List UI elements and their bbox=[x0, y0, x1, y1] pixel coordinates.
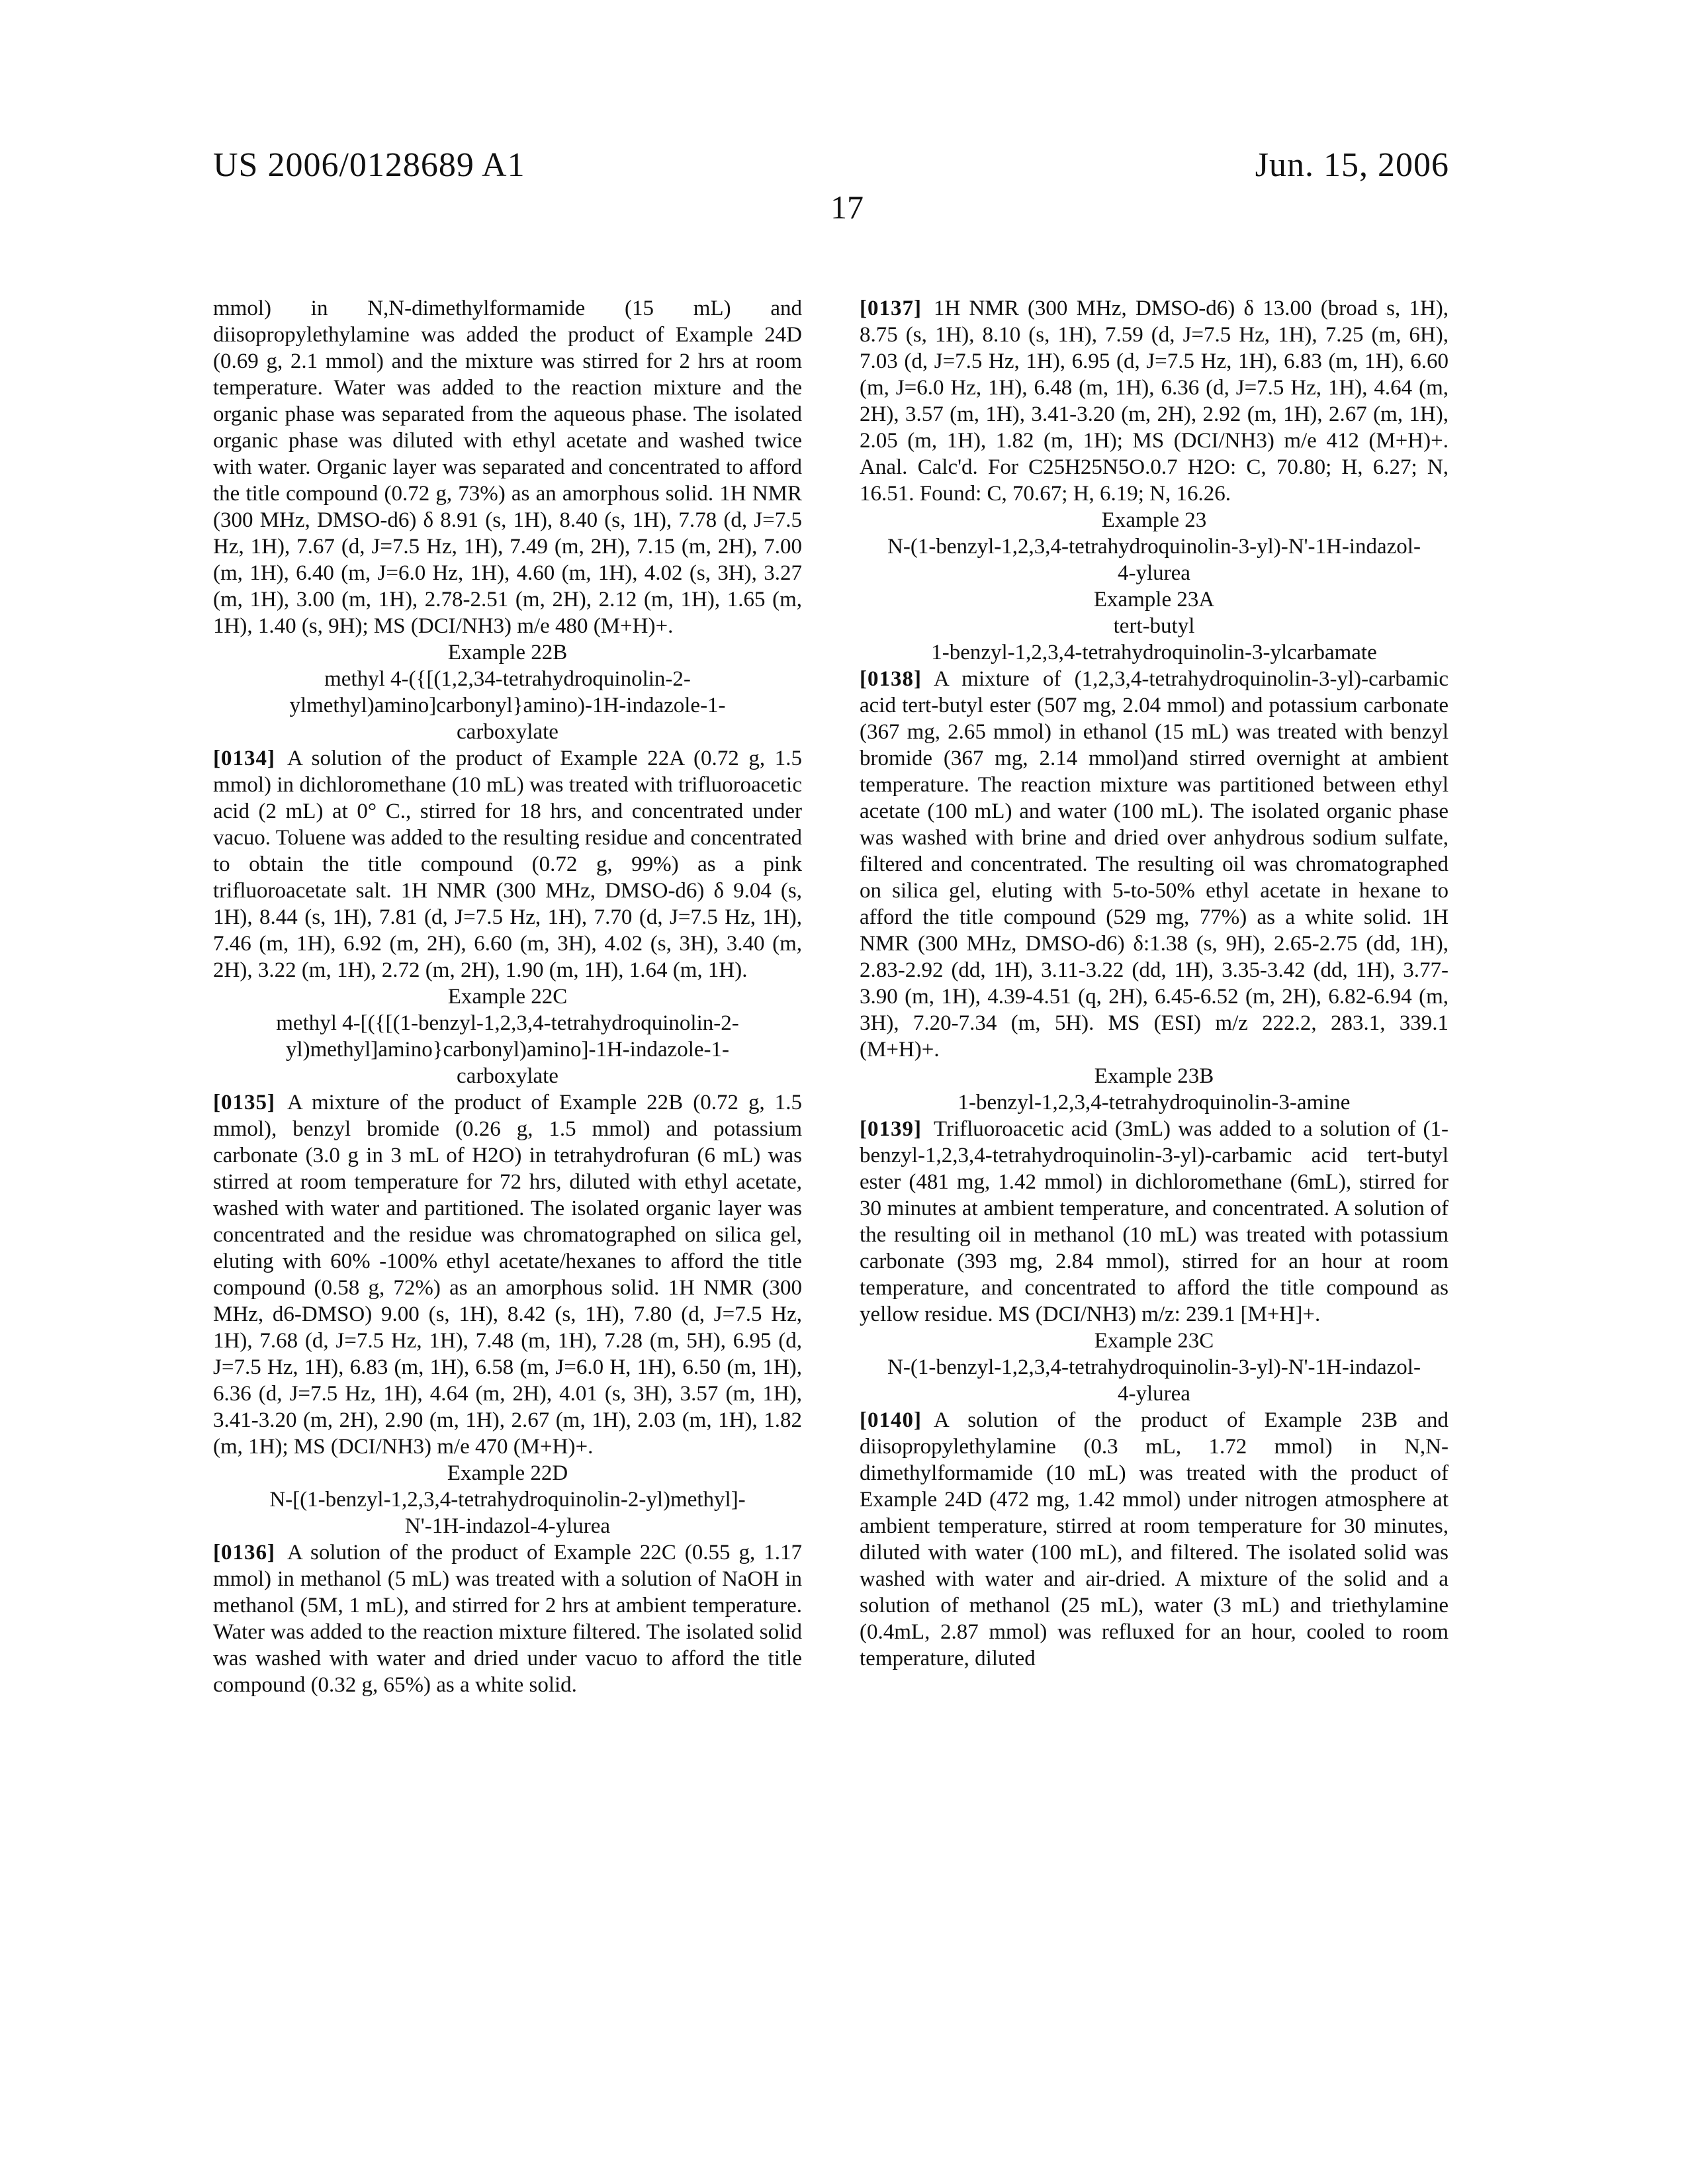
example-22b-heading: Example 22B bbox=[213, 639, 802, 666]
publication-date: Jun. 15, 2006 bbox=[1255, 146, 1449, 185]
page-number: 17 bbox=[0, 188, 1694, 226]
example-23c-title: N-(1-benzyl-1,2,3,4-tetrahydroquinolin-3-yl)-N'-1H-indazol-4-ylurea bbox=[860, 1354, 1449, 1407]
example-23a-title-line-1: tert-butyl bbox=[1114, 614, 1195, 638]
left-column bbox=[213, 295, 802, 1698]
example-23a-heading: Example 23A bbox=[860, 586, 1449, 613]
example-22b-title: methyl 4-({[(1,2,34-tetrahydroquinolin-2-ylmethyl)amino]carbonyl}amino)-1H-indazole-1-carboxylate bbox=[213, 666, 802, 745]
example-22c-heading: Example 22C bbox=[213, 983, 802, 1010]
paragraph-0138 bbox=[860, 666, 1449, 1063]
paragraph-id: [0138] bbox=[860, 667, 922, 691]
paragraph-text: A mixture of the product of Example 22B (0.72 g, 1.5 mmol), benzyl bromide (0.26 g, 1.5 mmol) and potassium carbonate (3.0 g in 3 mL of H2O) in tetrahydrofuran (6 mL) was stirred at room temperature for 72 hrs, diluted with ethyl acetate, washed with water and partitioned. The isolated organic layer was concentrated and the residue was chromatographed on silica gel, eluting with 60% -100% ethyl acetate/hexanes to afford the title compound (0.58 g, 72%) as an amorphous solid. 1H NMR (300 MHz, d6-DMSO) 9.00 (s, 1H), 8.42 (s, 1H), 7.80 (d, J=7.5 Hz, 1H), 7.68 (d, J=7.5 Hz, 1H), 7.48 (m, 1H), 7.28 (m, 5H), 6.95 (d, J=7.5 Hz, 1H), 6.83 (m, 1H), 6.58 (m, J=6.0 H, 1H), 6.50 (m, 1H), 6.36 (d, J=7.5 Hz, 1H), 4.64 (m, 2H), 4.01 (s, 3H), 3.57 (m, 1H), 3.41-3.20 (m, 2H), 2.90 (m, 1H), 2.67 (m, 1H), 2.03 (m, 1H), 1.82 (m, 1H); MS (DCI/NH3) m/e 470 (M+H)+. bbox=[213, 1091, 802, 1459]
paragraph-0140 bbox=[860, 1407, 1449, 1672]
example-23a-title bbox=[860, 613, 1449, 666]
paragraph-id: [0137] bbox=[860, 296, 922, 320]
paragraph-id: [0134] bbox=[213, 747, 275, 770]
paragraph-text: A mixture of (1,2,3,4-tetrahydroquinolin-3-yl)-carbamic acid tert-butyl ester (507 mg, 2.04 mmol) and potassium carbonate (367 mg, 2.65 mmol) in ethanol (15 mL) was treated with benzyl bromide (367 mg, 2.14 mmol)and stirred overnight at ambient temperature. The reaction mixture was partitioned between ethyl acetate (100 mL) and water (100 mL). The isolated organic phase was washed with brine and dried over anhydrous sodium sulfate, filtered and concentrated. The resulting oil was chromatographed on silica gel, eluting with 5-to-50% ethyl acetate in hexane to afford the title compound (529 mg, 77%) as a white solid. 1H NMR (300 MHz, DMSO-d6) δ:1.38 (s, 9H), 2.65-2.75 (dd, 1H), 2.83-2.92 (dd, 1H), 3.11-3.22 (dd, 1H), 3.35-3.42 (dd, 1H), 3.77-3.90 (m, 1H), 4.39-4.51 (q, 2H), 6.45-6.52 (m, 2H), 6.82-6.94 (m, 3H), 7.20-7.34 (m, 5H). MS (ESI) m/z 222.2, 283.1, 339.1 (M+H)+. bbox=[860, 667, 1449, 1062]
paragraph-text: A solution of the product of Example 23B and diisopropylethylamine (0.3 mL, 1.72 mmol) in N,N-dimethylformamide (10 mL) was treated with the product of Example 24D (472 mg, 1.42 mmol) under nitrogen atmosphere at ambient temperature, stirred at room temperature for 30 minutes, diluted with water (100 mL), and filtered. The isolated solid was washed with water and air-dried. A mixture of the solid and a solution of methanol (25 mL), water (3 mL) and triethylamine (0.4mL, 2.87 mmol) was refluxed for an hour, cooled to room temperature, diluted bbox=[860, 1408, 1449, 1670]
paragraph-id: [0135] bbox=[213, 1091, 275, 1115]
paragraph-0136 bbox=[213, 1539, 802, 1698]
example-23b-title: 1-benzyl-1,2,3,4-tetrahydroquinolin-3-amine bbox=[860, 1089, 1449, 1116]
example-22d-heading: Example 22D bbox=[213, 1460, 802, 1486]
paragraph-0135 bbox=[213, 1089, 802, 1460]
continued-paragraph: mmol) in N,N-dimethylformamide (15 mL) and diisopropylethylamine was added the product of Example 24D (0.69 g, 2.1 mmol) and the mixture was stirred for 2 hrs at room temperature. Water was added to the reaction mixture and the organic phase was separated from the aqueous phase. The isolated organic phase was diluted with ethyl acetate and washed twice with water. Organic layer was separated and concentrated to afford the title compound (0.72 g, 73%) as an amorphous solid. 1H NMR (300 MHz, DMSO-d6) δ 8.91 (s, 1H), 8.40 (s, 1H), 7.78 (d, J=7.5 Hz, 1H), 7.67 (d, J=7.5 Hz, 1H), 7.49 (m, 2H), 7.15 (m, 2H), 7.00 (m, 1H), 6.40 (m, J=6.0 Hz, 1H), 4.60 (m, 1H), 4.02 (s, 3H), 3.27 (m, 1H), 3.00 (m, 1H), 2.78-2.51 (m, 2H), 2.12 (m, 1H), 1.65 (m, 1H), 1.40 (s, 9H); MS (DCI/NH3) m/e 480 (M+H)+. bbox=[213, 295, 802, 639]
example-23b-heading: Example 23B bbox=[860, 1063, 1449, 1089]
paragraph-id: [0139] bbox=[860, 1117, 922, 1141]
paragraph-text: A solution of the product of Example 22A (0.72 g, 1.5 mmol) in dichloromethane (10 mL) was treated with trifluoroacetic acid (2 mL) at 0° C., stirred for 18 hrs, and concentrated under vacuo. Toluene was added to the resulting residue and concentrated to obtain the title compound (0.72 g, 99%) as a pink trifluoroacetate salt. 1H NMR (300 MHz, DMSO-d6) δ 9.04 (s, 1H), 8.44 (s, 1H), 7.81 (d, J=7.5 Hz, 1H), 7.70 (d, J=7.5 Hz, 1H), 7.46 (m, 1H), 6.92 (m, 2H), 6.60 (m, 3H), 4.02 (s, 3H), 3.40 (m, 2H), 3.22 (m, 1H), 2.72 (m, 2H), 1.90 (m, 1H), 1.64 (m, 1H). bbox=[213, 747, 802, 982]
example-23-heading: Example 23 bbox=[860, 507, 1449, 533]
paragraph-text: A solution of the product of Example 22C (0.55 g, 1.17 mmol) in methanol (5 mL) was treated with a solution of NaOH in methanol (5M, 1 mL), and stirred for 2 hrs at ambient temperature. Water was added to the reaction mixture filtered. The isolated solid was washed with water and dried under vacuo to afford the title compound (0.32 g, 65%) as a white solid. bbox=[213, 1541, 802, 1697]
paragraph-id: [0136] bbox=[213, 1541, 275, 1565]
paragraph-0137 bbox=[860, 295, 1449, 507]
example-22c-title: methyl 4-[({[(1-benzyl-1,2,3,4-tetrahydroquinolin-2-yl)methyl]amino}carbonyl)amino]-1H-indazole-1-carboxylate bbox=[213, 1010, 802, 1089]
example-23c-heading: Example 23C bbox=[860, 1328, 1449, 1354]
publication-number: US 2006/0128689 A1 bbox=[213, 146, 525, 185]
paragraph-text: 1H NMR (300 MHz, DMSO-d6) δ 13.00 (broad s, 1H), 8.75 (s, 1H), 8.10 (s, 1H), 7.59 (d, J=7.5 Hz, 1H), 7.25 (m, 6H), 7.03 (d, J=7.5 Hz, 1H), 6.95 (d, J=7.5 Hz, 1H), 6.83 (m, 1H), 6.60 (m, J=6.0 Hz, 1H), 6.48 (m, 1H), 6.36 (d, J=7.5 Hz, 1H), 4.64 (m, 2H), 3.57 (m, 1H), 3.41-3.20 (m, 2H), 2.92 (m, 1H), 2.67 (m, 1H), 2.05 (m, 1H), 1.82 (m, 1H); MS (DCI/NH3) m/e 412 (M+H)+. Anal. Calc'd. For C25H25N5O.0.7 H2O: C, 70.80; H, 6.27; N, 16.51. Found: C, 70.67; H, 6.19; N, 16.26. bbox=[860, 296, 1449, 506]
example-22d-title: N-[(1-benzyl-1,2,3,4-tetrahydroquinolin-2-yl)methyl]-N'-1H-indazol-4-ylurea bbox=[213, 1486, 802, 1539]
paragraph-id: [0140] bbox=[860, 1408, 922, 1432]
example-23-title: N-(1-benzyl-1,2,3,4-tetrahydroquinolin-3-yl)-N'-1H-indazol-4-ylurea bbox=[860, 533, 1449, 586]
paragraph-0134 bbox=[213, 745, 802, 983]
paragraph-text: Trifluoroacetic acid (3mL) was added to a solution of (1-benzyl-1,2,3,4-tetrahydroquinolin-3-yl)-carbamic acid tert-butyl ester (481 mg, 1.42 mmol) in dichloromethane (6mL), stirred for 30 minutes at ambient temperature, and concentrated. A solution of the resulting oil in methanol (10 mL) was treated with potassium carbonate (393 mg, 2.84 mmol), stirred for an hour at room temperature, and concentrated to afford the title compound as yellow residue. MS (DCI/NH3) m/z: 239.1 [M+H]+. bbox=[860, 1117, 1449, 1326]
example-23a-title-line-2: 1-benzyl-1,2,3,4-tetrahydroquinolin-3-ylcarbamate bbox=[931, 641, 1377, 664]
paragraph-0139 bbox=[860, 1116, 1449, 1328]
right-column bbox=[860, 295, 1449, 1672]
